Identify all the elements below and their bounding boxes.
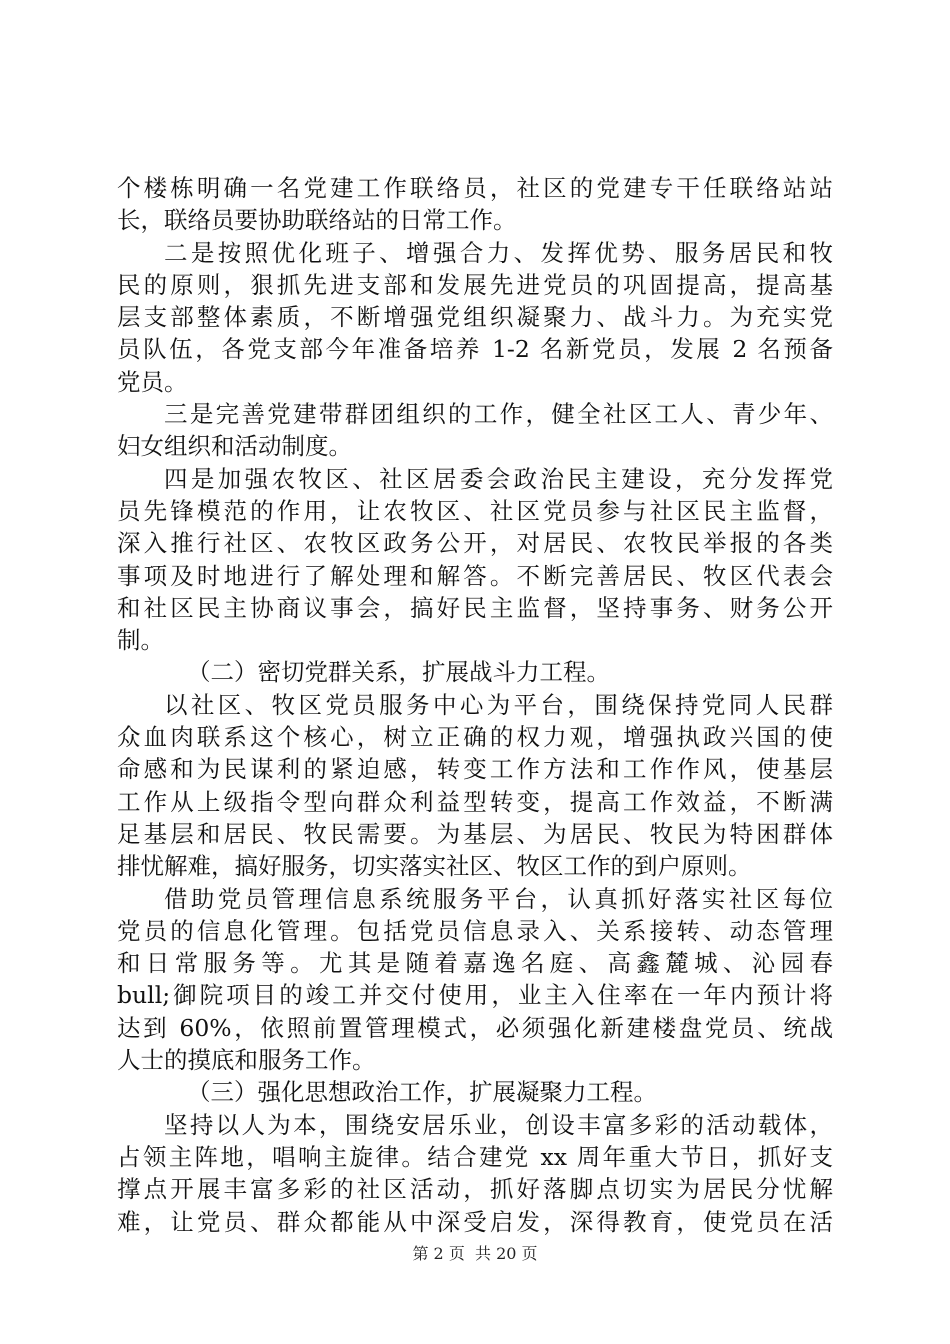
text-line: 坚持以人为本，围绕安居乐业，创设丰富多彩的活动载体， — [164, 1110, 833, 1139]
text-line: 员先锋模范的作用，让农牧区、社区党员参与社区民主监督， — [117, 496, 833, 525]
text-line: 和日常服务等。尤其是随着嘉逸名庭、高鑫麓城、沁园春 — [117, 949, 833, 978]
body-text — [117, 172, 833, 1238]
text-line: 民的原则，狠抓先进支部和发展先进党员的巩固提高，提高基 — [117, 270, 833, 299]
text-line: 三是完善党建带群团组织的工作，健全社区工人、青少年、 — [164, 400, 833, 429]
text-line: 制。 — [117, 626, 164, 655]
text-line: 达到 60%，依照前置管理模式，必须强化新建楼盘党员、统战 — [117, 1013, 833, 1042]
text-line: 命感和为民谋利的紧迫感，转变工作方法和工作作风，使基层 — [117, 755, 833, 784]
page-number-footer: 第 2 页 共 20 页 — [412, 1244, 538, 1263]
text-line: 二是按照优化班子、增强合力、发挥优势、服务居民和牧 — [164, 238, 833, 267]
text-line: 个楼栋明确一名党建工作联络员，社区的党建专干任联络站站 — [117, 174, 833, 202]
text-line: 以社区、牧区党员服务中心为平台，围绕保持党同人民群 — [164, 690, 833, 719]
text-line: 事项及时地进行了解处理和解答。不断完善居民、牧区代表会 — [117, 561, 833, 590]
text-line: 工作从上级指令型向群众利益型转变，提高工作效益，不断满 — [117, 787, 833, 816]
section-heading: （三）强化思想政治工作，扩展凝聚力工程。 — [187, 1078, 657, 1107]
text-line: 人士的摸底和服务工作。 — [117, 1046, 376, 1075]
text-line: 足基层和居民、牧民需要。为基层、为居民、牧民为特困群体 — [117, 819, 833, 848]
text-line: 深入推行社区、农牧区政务公开，对居民、农牧民举报的各类 — [117, 529, 833, 558]
text-line: 借助党员管理信息系统服务平台，认真抓好落实社区每位 — [164, 884, 833, 913]
text-line: 撑点开展丰富多彩的社区活动，抓好落脚点切实为居民分忧解 — [117, 1175, 833, 1204]
text-line: 四是加强农牧区、社区居委会政治民主建设，充分发挥党 — [164, 464, 833, 493]
section-heading: （二）密切党群关系，扩展战斗力工程。 — [187, 658, 610, 687]
text-line: 众血肉联系这个核心，树立正确的权力观，增强执政兴国的使 — [117, 723, 833, 752]
text-line: 党员的信息化管理。包括党员信息录入、关系接转、动态管理 — [117, 916, 833, 945]
text-line: 员队伍，各党支部今年准备培养 1-2 名新党员，发展 2 名预备 — [117, 335, 833, 364]
text-line: bull;御院项目的竣工并交付使用，业主入住率在一年内预计将 — [117, 981, 833, 1010]
text-line: 长，联络员要协助联络站的日常工作。 — [117, 206, 517, 235]
text-line: 难，让党员、群众都能从中深受启发，深得教育，使党员在活 — [117, 1207, 833, 1236]
text-line: 排忧解难，搞好服务，切实落实社区、牧区工作的到户原则。 — [117, 852, 752, 881]
text-line: 妇女组织和活动制度。 — [117, 432, 352, 461]
text-line: 和社区民主协商议事会，搞好民主监督，坚持事务、财务公开 — [117, 593, 833, 622]
text-line: 占领主阵地，唱响主旋律。结合建党 xx 周年重大节日，抓好支 — [117, 1142, 833, 1171]
text-line: 层支部整体素质，不断增强党组织凝聚力、战斗力。为充实党 — [117, 303, 833, 332]
text-line: 党员。 — [117, 367, 188, 396]
